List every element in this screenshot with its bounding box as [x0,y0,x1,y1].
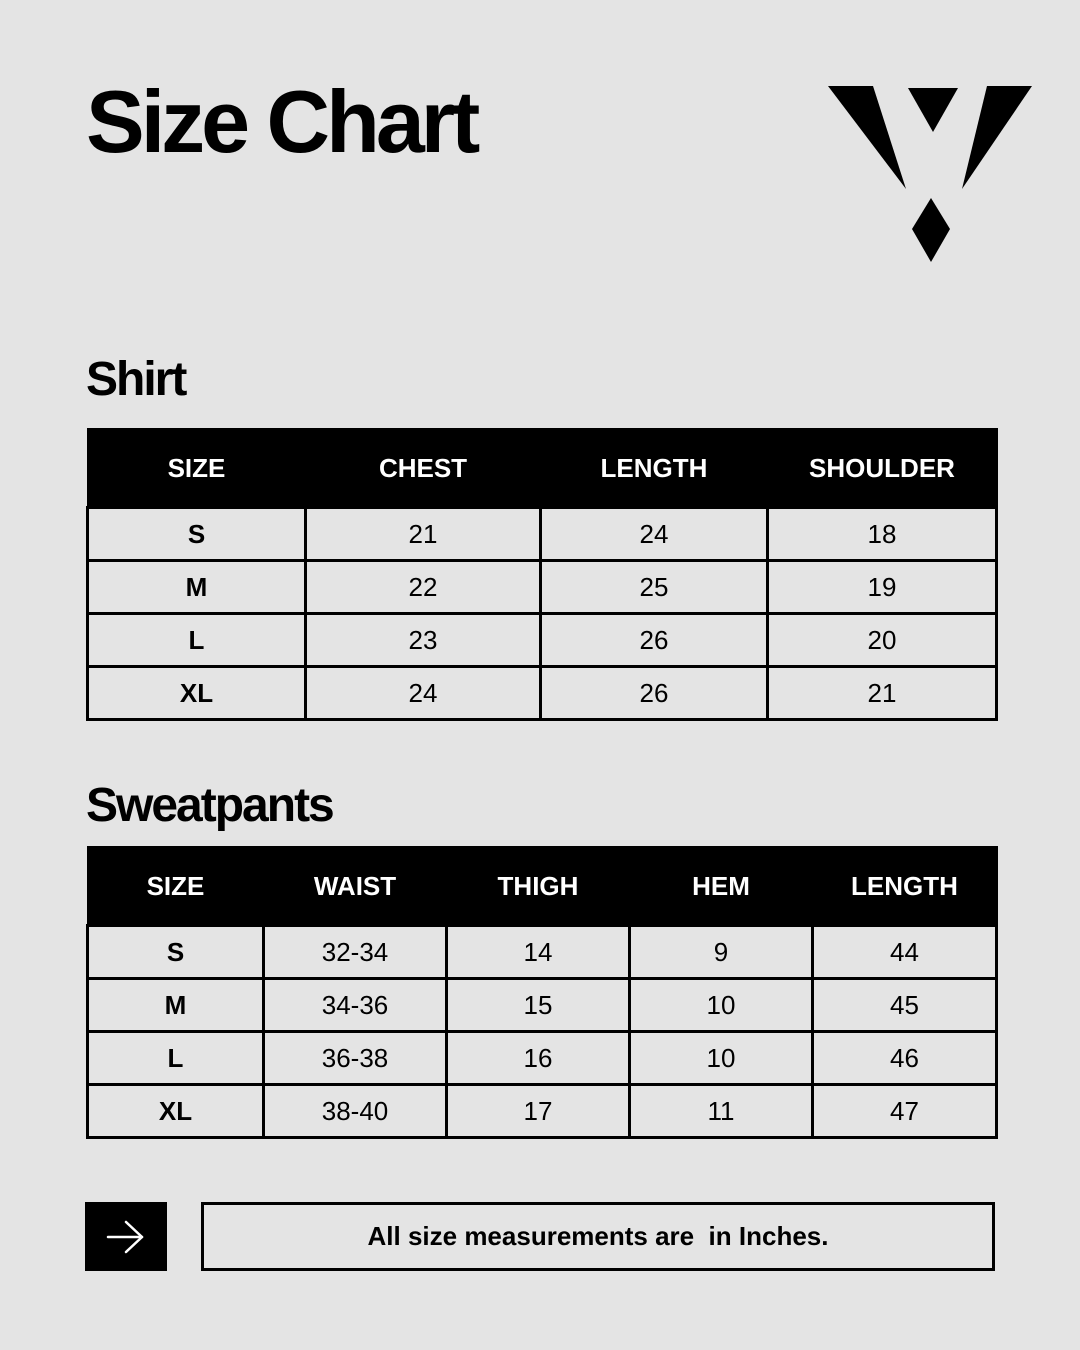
column-header: SHOULDER [768,429,997,508]
table-cell: 10 [630,1032,813,1085]
size-cell: M [88,561,306,614]
table-cell: 34-36 [264,979,447,1032]
column-header: THIGH [447,847,630,926]
size-cell: S [88,508,306,561]
table-cell: 16 [447,1032,630,1085]
table-cell: 21 [768,667,997,720]
table-cell: 24 [541,508,768,561]
table-cell: 22 [306,561,541,614]
table-cell: 15 [447,979,630,1032]
size-cell: S [88,926,264,979]
size-cell: XL [88,667,306,720]
table-row [88,508,997,561]
table-cell: 19 [768,561,997,614]
size-cell: L [88,1032,264,1085]
table-cell: 26 [541,614,768,667]
table-row [88,979,997,1032]
column-header: CHEST [306,429,541,508]
table-row [88,1032,997,1085]
table-cell: 11 [630,1085,813,1138]
table-cell: 44 [813,926,997,979]
brand-logo-icon [828,84,1032,262]
table-cell: 38-40 [264,1085,447,1138]
sweatpants-size-table [86,846,998,1139]
column-header: LENGTH [541,429,768,508]
table-cell: 46 [813,1032,997,1085]
table-cell: 36-38 [264,1032,447,1085]
table-cell: 18 [768,508,997,561]
table-cell: 23 [306,614,541,667]
table-row [88,667,997,720]
arrow-right-icon [106,1219,146,1255]
table-cell: 32-34 [264,926,447,979]
table-cell: 45 [813,979,997,1032]
size-cell: L [88,614,306,667]
table-cell: 47 [813,1085,997,1138]
shirt-size-table [86,428,998,721]
measurement-note [201,1202,995,1271]
table-cell: 9 [630,926,813,979]
next-arrow-button[interactable] [85,1202,167,1271]
shirt-section-title: Shirt [86,353,186,406]
column-header: SIZE [88,847,264,926]
table-cell: 24 [306,667,541,720]
table-cell: 17 [447,1085,630,1138]
sweatpants-section-title: Sweatpants [86,779,333,832]
table-row [88,926,997,979]
table-cell: 21 [306,508,541,561]
page-title: Size Chart [86,72,477,171]
column-header: SIZE [88,429,306,508]
size-cell: XL [88,1085,264,1138]
column-header: WAIST [264,847,447,926]
table-cell: 26 [541,667,768,720]
table-cell: 25 [541,561,768,614]
measurement-note-text: All size measurements are in Inches. [367,1221,829,1251]
size-cell: M [88,979,264,1032]
column-header: HEM [630,847,813,926]
table-row [88,614,997,667]
table-cell: 20 [768,614,997,667]
table-row [88,561,997,614]
table-header-row [88,847,997,926]
table-row [88,1085,997,1138]
table-header-row [88,429,997,508]
column-header: LENGTH [813,847,997,926]
table-cell: 10 [630,979,813,1032]
table-cell: 14 [447,926,630,979]
